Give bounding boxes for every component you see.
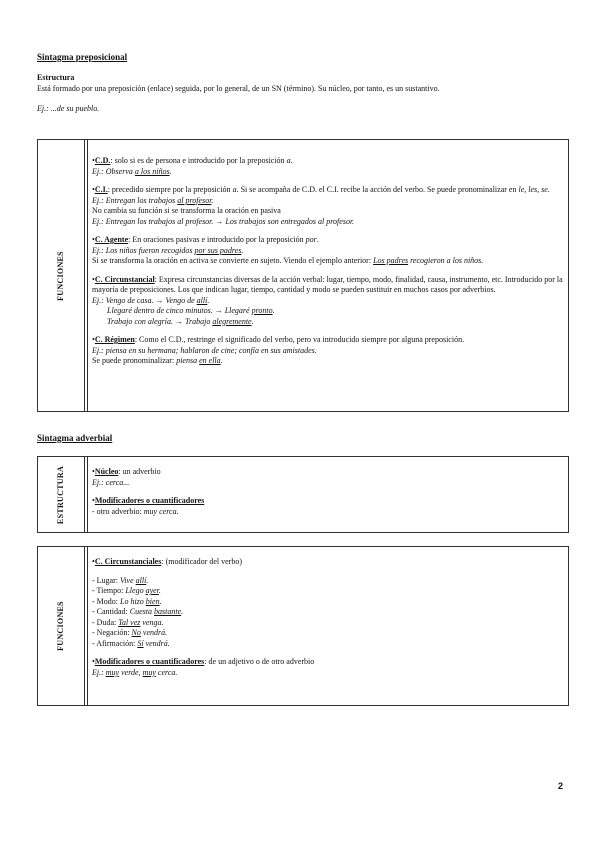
bullet-icon: •: [92, 185, 95, 194]
funciones-adverbial-content: [87, 547, 568, 705]
mod1-prefix: - otro adverbio:: [92, 506, 144, 516]
mod2-text: : de un adjetivo o de otro adverbio: [204, 657, 315, 666]
list-item: [92, 607, 564, 618]
cd-ex-underlined: a los niños: [134, 166, 170, 176]
bullet-icon: •: [92, 156, 95, 165]
mod2-ex-mid: verde,: [119, 667, 143, 677]
list-item: [92, 576, 564, 587]
item-underlined: allí: [135, 575, 147, 585]
agente-note-suffix: recogieron a los niños.: [408, 256, 484, 265]
agente-text: : En oraciones pasivas e introducido por la preposición: [128, 235, 306, 244]
item-label: - Duda:: [92, 617, 119, 627]
funciones2-label: FUNCIONES: [55, 601, 65, 651]
list-item: [92, 639, 564, 650]
ci-text2: . Si se acompaña de C.D. el C.I. recibe la acción del verbo. Se puede pronominalizar en: [236, 185, 519, 194]
item-pre: Llego: [125, 586, 146, 595]
ci-note: No cambia su función si se transforma la oración en pasiva: [92, 206, 281, 215]
regimen-pron-underlined: en ella: [199, 356, 221, 365]
item-label: - Modo:: [92, 596, 120, 606]
item-label: - Tiempo:: [92, 586, 126, 595]
bullet-icon: •: [92, 335, 95, 344]
estructura-example: Ej.: ...de su pueblo.: [37, 104, 100, 113]
bullet-icon: •: [92, 496, 95, 505]
ci-pron: le, les, se: [518, 185, 548, 194]
list-item: [92, 618, 564, 629]
funciones-label: FUNCIONES: [55, 250, 65, 301]
circ-ex3-suffix: .: [251, 316, 254, 326]
agente-ex-suffix: .: [241, 245, 244, 255]
cd-ex-suffix: .: [169, 166, 172, 176]
item-post: venga.: [140, 617, 164, 627]
nucleo-title: Núcleo: [94, 467, 119, 476]
agente-prep: por: [305, 235, 317, 244]
circ-example1: [92, 296, 564, 307]
agente-note-prefix: Si se transforma la oración en activa se convierte en sujeto. Viendo el ejemplo anterior:: [92, 256, 374, 265]
list-item: [92, 586, 564, 597]
ci-prep: a: [232, 185, 237, 194]
mod2-ex-prefix: Ej.:: [92, 667, 106, 677]
circ-ex1-suffix: .: [207, 295, 210, 305]
ci-example1: [92, 196, 564, 207]
regimen-title: C. Régimen: [94, 335, 135, 344]
estructura-title: Estructura: [37, 73, 75, 82]
cd-text: : solo si es de persona e introducido por la preposición: [110, 156, 287, 165]
nucleo-example: Ej.: cerca...: [92, 477, 130, 487]
mod1-ex: muy cerca.: [143, 506, 179, 516]
mod1-line: [92, 496, 564, 507]
cd-title: C.D.: [94, 156, 111, 165]
regimen-pron-italic: piensa: [176, 356, 200, 365]
item-post: .: [181, 607, 184, 616]
circ-ex2-prefix: Llegaré dentro de cinco minutos. → Llegaré: [107, 306, 252, 315]
item-label: - Negación:: [92, 628, 132, 637]
nucleo-text: : un adverbio: [118, 467, 161, 476]
circ-title: C. Circunstancial: [94, 274, 155, 284]
item-pre: Lo hizo: [120, 596, 146, 606]
item-post: .: [158, 586, 161, 595]
cc2-line: [92, 557, 564, 568]
item-underlined: bien: [145, 596, 160, 606]
circ-ex1-underlined: allí: [196, 295, 208, 305]
agente-line: •C. Agente: En oraciones pasivas e introducido por la preposición por.: [92, 235, 319, 244]
list-item: [92, 628, 564, 639]
ci-ex1-underlined: al profesor: [177, 195, 212, 205]
item-underlined: Sí: [137, 638, 144, 648]
funciones-label-cell: [38, 140, 85, 411]
bullet-icon: •: [92, 557, 95, 566]
nucleo-line: [92, 467, 564, 478]
section-heading-preposicional: Sintagma preposicional: [37, 52, 128, 62]
mod2-ex-suffix: cerca.: [155, 667, 178, 677]
circ-example3: [92, 317, 564, 328]
item-pre: Vive: [120, 575, 136, 585]
circ-example2: [92, 306, 564, 317]
regimen-text: : Como el C.D., restringe el significado del verbo, pero va introducido siempre por alguna preposición.: [134, 335, 465, 344]
item-pre: Cuesta: [129, 607, 155, 616]
circ-text: : Expresa circunstancias diversas de la acción verbal: lugar, tiempo, modo, finalidad, causa, instrumento, etc. Introducido por la mayoría de preposiciones. Los que indican lugar, tiempo, cantidad y modo se pueden sustituir en muchos casos por adverbios.: [92, 274, 563, 294]
funciones-table: [37, 139, 569, 412]
mod1-example: [92, 507, 564, 518]
ci-title: C.I.: [94, 185, 108, 194]
regimen-pron: [92, 356, 564, 367]
circ-ex3-underlined: alegremente: [212, 316, 252, 326]
regimen-pron-suffix: .: [220, 356, 223, 365]
item-label: - Afirmación:: [92, 638, 138, 648]
cd-example: [92, 167, 564, 178]
circ-line: [92, 275, 564, 296]
agente-note: [92, 256, 564, 267]
item-underlined: No: [131, 628, 141, 637]
item-post: .: [146, 575, 149, 585]
page-number: 2: [557, 781, 563, 791]
agente-title: C. Agente: [94, 235, 129, 244]
mod1-title: Modificadores o cuantificadores: [94, 496, 205, 505]
bullet-icon: •: [92, 657, 95, 666]
cd-ex-prefix: Ej.: Observa: [92, 166, 135, 176]
estructura-adverbial-content: [87, 457, 568, 532]
ci-ex1-prefix: Ej.: Entregan los trabajos: [92, 195, 178, 205]
ci-example2: Ej.: Entregan los trabajos al profesor. → Los trabajos son entregados al profesor.: [92, 216, 355, 226]
ci-line: •C.I.: precedido siempre por la preposición a. Si se acompaña de C.D. el C.I. recibe la acción del verbo. Se puede pronominalizar en le, les, se.: [92, 185, 550, 194]
agente-ex-prefix: Ej.: Los niños fueron recogidos: [92, 245, 195, 255]
circ-ex3-prefix: Trabajo con alegría. → Trabajo: [107, 316, 213, 326]
mod2-title: Modificadores o cuantificadores: [94, 657, 205, 666]
bullet-icon: •: [92, 235, 95, 244]
cd-prep: a: [286, 156, 291, 165]
regimen-pron-prefix: Se puede pronominalizar:: [92, 356, 177, 365]
circ-ex1-prefix: Ej.: Vengo de casa. → Vengo de: [92, 295, 197, 305]
item-underlined: Tal vez: [118, 617, 141, 627]
regimen-line: [92, 335, 564, 346]
estructura-label: ESTRUCTURA: [55, 465, 65, 524]
funciones2-label-cell: [38, 547, 85, 705]
item-underlined: ayer: [145, 586, 159, 595]
agente-ex-underlined: por sus padres: [194, 245, 242, 255]
item-label: - Cantidad:: [92, 607, 130, 616]
item-post: .: [159, 596, 162, 606]
cc2-text: : (modificador del verbo): [161, 557, 242, 566]
section-heading-adverbial: Sintagma adverbial: [37, 433, 113, 443]
mod2-ex-underlined2: muy: [142, 667, 156, 677]
estructura-adverbial-table: [37, 456, 569, 533]
item-underlined: bastante: [154, 607, 182, 616]
estructura-label-cell: [38, 457, 85, 532]
item-post: vendrá.: [143, 638, 170, 648]
ci-text1: : precedido siempre por la preposición: [107, 185, 233, 194]
mod2-line: [92, 657, 564, 668]
cc2-title: C. Circunstanciales: [94, 557, 162, 566]
funciones-content: [87, 140, 568, 411]
regimen-example: Ej.: piensa en su hermana; hablaron de cine; confía en sus amistades.: [92, 345, 317, 355]
item-post: vendrá.: [140, 628, 168, 637]
ci-ex1-suffix: .: [211, 195, 214, 205]
estructura-text: Está formado por una preposición (enlace) seguida, por lo general, de un SN (término). Su núcleo, por tanto, es un sustantivo.: [37, 83, 440, 93]
cd-line: •C.D.: solo si es de persona e introducido por la preposición a.: [92, 156, 293, 165]
mod2-ex-underlined1: muy: [105, 667, 120, 677]
agente-example: [92, 246, 564, 257]
circ-ex2-suffix: .: [272, 306, 275, 315]
agente-note-underlined: Los padres: [373, 256, 409, 265]
item-label: - Lugar:: [92, 575, 120, 585]
circ-ex2-underlined: pronto: [251, 306, 273, 315]
mod2-example: [92, 668, 564, 679]
cc2-list: [92, 576, 564, 650]
estructura-block: [37, 73, 567, 115]
bullet-icon: •: [92, 274, 95, 284]
bullet-icon: •: [92, 467, 95, 476]
list-item: [92, 597, 564, 608]
funciones-adverbial-table: [37, 546, 569, 706]
